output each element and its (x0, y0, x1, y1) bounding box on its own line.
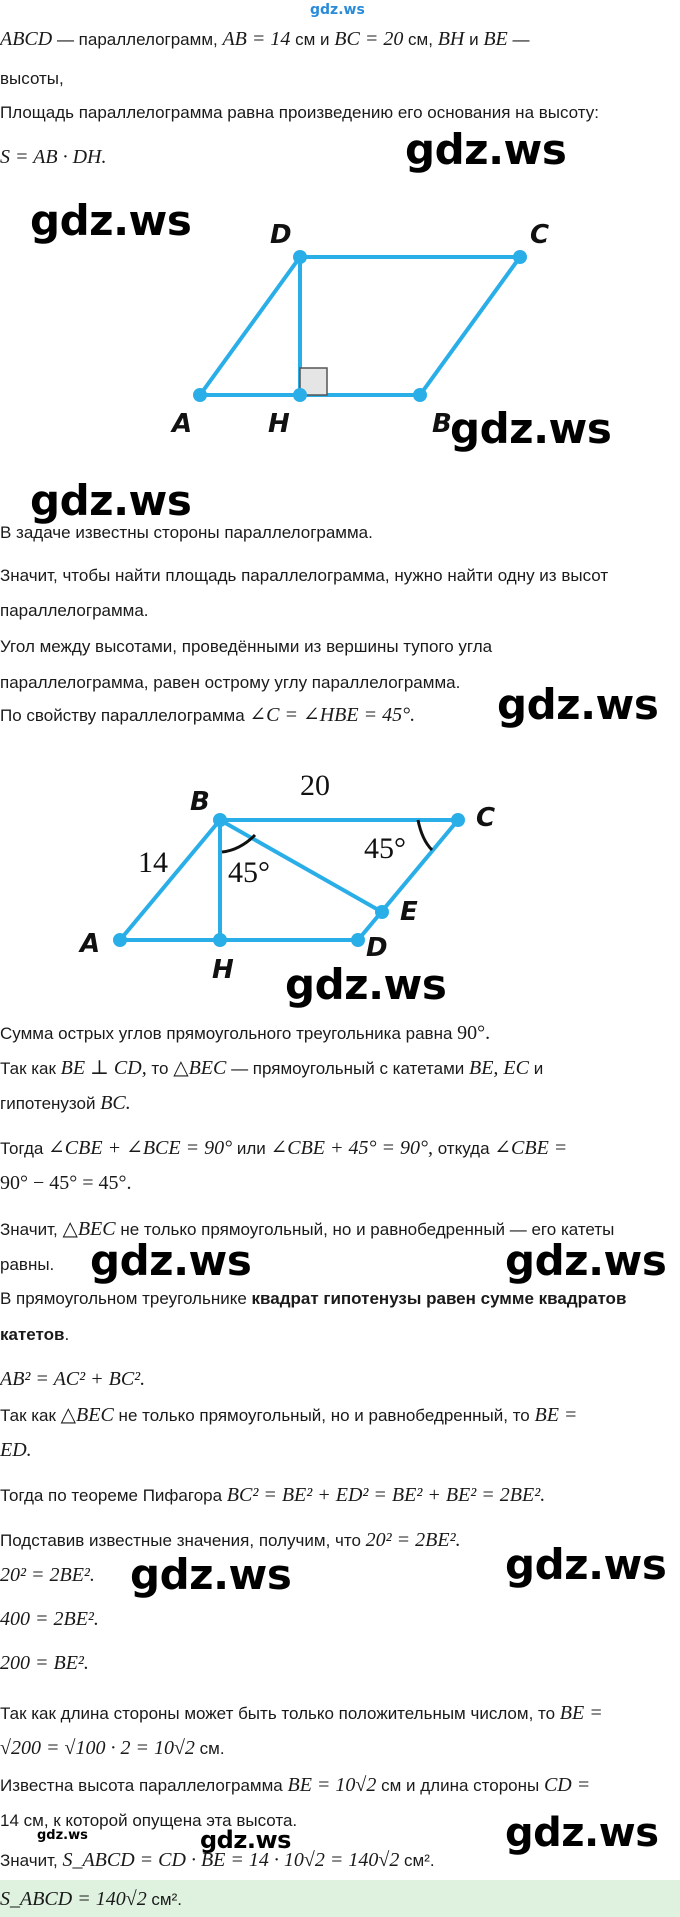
math-triangle: △BEC (60, 1404, 114, 1426)
label-d: D (270, 220, 292, 250)
text-line-18 (0, 1286, 680, 1312)
math-substitution: 20² = 2BE². (365, 1529, 461, 1551)
point-a (113, 933, 127, 947)
text-line-8: Угол между высотами, проведёнными из вершины тупого угла (0, 637, 493, 656)
text-span: Сумма острых углов прямоугольного треугольника равна (0, 1024, 458, 1043)
watermark: gdz.ws (130, 1550, 292, 1599)
text-span: — параллелограмм, (52, 30, 223, 49)
text-span: Тогда (0, 1139, 49, 1158)
text-line-6: Значит, чтобы найти площадь параллелограмма, нужно найти одну из высот (0, 566, 609, 585)
text-line-5: В задаче известны стороны параллелограмма. (0, 523, 373, 542)
label-b: B (432, 409, 452, 439)
text-span: см². (146, 1890, 182, 1909)
text-span: или (232, 1139, 271, 1158)
math-triangle: △BEC (173, 1057, 227, 1079)
text-line-17: равны. (0, 1255, 55, 1274)
math-bh: BH (437, 28, 465, 50)
math-perp: BE ⊥ CD, (60, 1057, 147, 1079)
label-c: C (476, 803, 496, 833)
watermark: gdz.ws (285, 960, 447, 1009)
text-line-12 (0, 1055, 680, 1082)
bold-rule: катетов (0, 1325, 65, 1344)
watermark: gdz.ws (505, 1810, 659, 1856)
point-e (375, 905, 389, 919)
math-bc: BC = 20 (334, 28, 404, 50)
text-line-31: 14 см, к которой опущена эта высота. (0, 1811, 298, 1830)
text-line-23 (0, 1482, 680, 1509)
text-span: Известна высота параллелограмма (0, 1776, 288, 1795)
text-span: см, (403, 30, 438, 49)
label-b: B (190, 787, 210, 817)
math-angle-sum-2: ∠CBE + 45° = 90°, (270, 1137, 433, 1159)
text-span: гипотенузой (0, 1094, 101, 1113)
text-line-1 (0, 26, 680, 53)
point-c (451, 813, 465, 827)
math-angle-sum: ∠CBE + ∠BCE = 90° (48, 1137, 233, 1159)
text-line-19 (0, 1322, 680, 1348)
text-span: Подставив известные значения, получим, что (0, 1531, 366, 1550)
angle-hbe-label: 45° (228, 856, 270, 889)
text-span: Так как (0, 1059, 61, 1078)
angle-arc-c (418, 820, 432, 850)
text-line-30 (0, 1772, 680, 1799)
watermark: gdz.ws (30, 476, 192, 525)
label-a: A (172, 409, 193, 439)
watermark: gdz.ws (497, 680, 659, 729)
text-span: . (64, 1325, 70, 1344)
text-line-9: параллелограмма, равен острому углу параллелограмма. (0, 673, 461, 692)
label-d: D (366, 933, 388, 963)
label-h: H (212, 955, 234, 980)
text-span: Так как (0, 1406, 61, 1425)
text-line-14 (0, 1135, 680, 1162)
answer-line (0, 1886, 680, 1913)
top-watermark: gdz.ws (310, 2, 365, 18)
formula-step-3: 200 = BE². (0, 1652, 89, 1674)
watermark: gdz.ws (200, 1826, 291, 1854)
point-h (213, 933, 227, 947)
text-line-7: параллелограмма. (0, 601, 149, 620)
point-d (351, 933, 365, 947)
text-span: не только прямоугольный, но и равнобедренный, то (113, 1406, 535, 1425)
point-a (193, 388, 207, 402)
formula-step-1: 20² = 2BE². (0, 1564, 95, 1586)
formula-step-2: 400 = 2BE². (0, 1608, 99, 1630)
text-line-3: Площадь параллелограмма равна произведению его основания на высоту: (0, 103, 599, 122)
text-span: — прямоугольный с катетами (226, 1059, 469, 1078)
watermark: gdz.ws (505, 1540, 667, 1589)
math-cd: CD = (543, 1774, 591, 1796)
label-c: C (530, 220, 550, 250)
point-d (293, 250, 307, 264)
text-line-11 (0, 1020, 680, 1047)
text-span: Тогда по теореме Пифагора (0, 1486, 227, 1505)
math-legs: BE, EC (469, 1057, 529, 1079)
math-angle: ∠C = ∠HBE = 45°. (249, 704, 416, 726)
math-area: S_ABCD = CD · BE = 14 · 10√2 = 140√2 (62, 1849, 400, 1871)
math-root: √200 = √100 · 2 = 10√2 (0, 1737, 195, 1759)
text-line-13 (0, 1090, 680, 1117)
math-answer: S_ABCD = 140√2 (0, 1888, 147, 1910)
watermark: gdz.ws (450, 404, 612, 453)
formula-ed: ED. (0, 1439, 32, 1461)
text-span: то (146, 1059, 174, 1078)
math-be: BE (483, 28, 508, 50)
formula-angle-result: 90° − 45° = 45°. (0, 1172, 132, 1194)
text-span: Значит, (0, 1851, 63, 1870)
text-span: По свойству параллелограмма (0, 706, 250, 725)
watermark: gdz.ws (505, 1236, 667, 1285)
text-span: и (464, 30, 484, 49)
text-span: не только прямоугольный, но и равнобедренный — его катеты (115, 1220, 615, 1239)
text-line-29 (0, 1735, 680, 1762)
parallelogram-outline (200, 257, 520, 395)
math-angle: ∠CBE = (494, 1137, 568, 1159)
math-pythagoras: BC² = BE² + ED² = BE² + BE² = 2BE². (226, 1484, 546, 1506)
point-b (413, 388, 427, 402)
math-ab: AB = 14 (222, 28, 291, 50)
label-a: A (80, 929, 101, 959)
math-bc: BC. (100, 1092, 131, 1114)
math-value: 90°. (457, 1022, 491, 1044)
text-line-32 (0, 1847, 680, 1874)
math-triangle: △BEC (62, 1218, 116, 1240)
bold-rule: квадрат гипотенузы равен сумме квадратов (251, 1289, 627, 1308)
text-span: Значит, (0, 1220, 63, 1239)
text-line-21 (0, 1402, 680, 1429)
label-e: E (400, 897, 418, 927)
text-span: см и длина стороны (376, 1776, 544, 1795)
side-bc-label: 20 (300, 769, 330, 802)
watermark: gdz.ws (30, 196, 192, 245)
text-line-28 (0, 1700, 680, 1727)
text-span: откуда (433, 1139, 495, 1158)
point-h (293, 388, 307, 402)
text-span: В прямоугольном треугольнике (0, 1289, 252, 1308)
watermark-small: gdz.ws (37, 1828, 88, 1843)
label-h: H (268, 409, 290, 439)
angle-c-label: 45° (364, 832, 406, 865)
formula-area: S = AB · DH. (0, 146, 107, 168)
watermark: gdz.ws (405, 125, 567, 174)
side-ab-label: 14 (138, 846, 168, 879)
math-be: BE = (559, 1702, 603, 1724)
point-c (513, 250, 527, 264)
answer-box (0, 1880, 680, 1917)
text-span: и (529, 1059, 544, 1078)
text-span: см². (399, 1851, 435, 1870)
text-span: — (507, 30, 530, 49)
math-be-value: BE = 10√2 (287, 1774, 377, 1796)
watermark: gdz.ws (90, 1236, 252, 1285)
formula-pythagoras: AB² = AC² + BC². (0, 1368, 146, 1390)
text-span: Так как длина стороны может быть только положительным числом, то (0, 1704, 560, 1723)
parallelogram-heights-figure (0, 760, 680, 980)
point-b (213, 813, 227, 827)
math-abcd: ABCD (0, 28, 53, 50)
text-span: см. (194, 1739, 225, 1758)
math-be: BE = (534, 1404, 578, 1426)
text-span: см и (290, 30, 335, 49)
text-line-2: высоты, (0, 69, 64, 88)
